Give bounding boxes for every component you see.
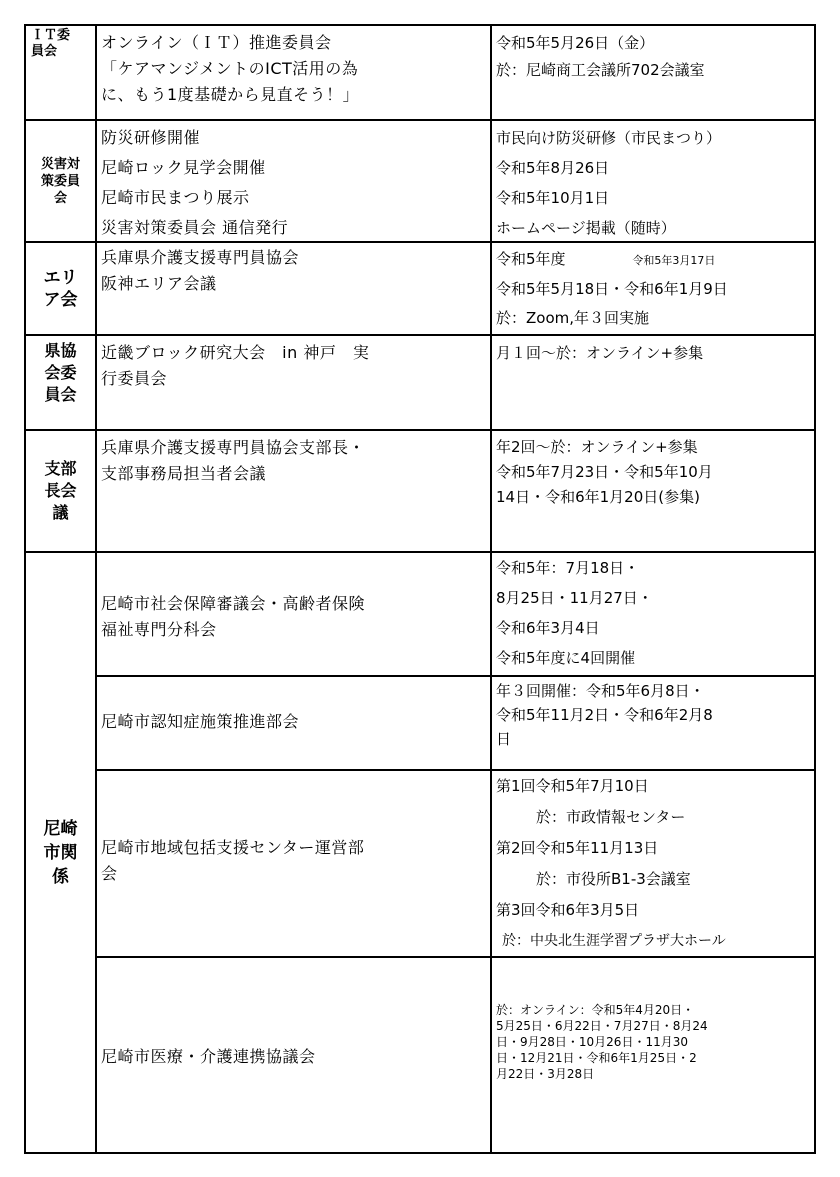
row-items — [101, 245, 483, 297]
detail-text: 於：Zoom,年３回実施 — [496, 309, 650, 327]
row-label: 県協 会委 員会 — [44, 341, 77, 404]
column-divider — [490, 553, 492, 675]
column-divider — [490, 121, 492, 241]
row-items — [101, 591, 483, 643]
detail-text: 日・9月28日・10月26日・11月30 — [496, 1035, 688, 1049]
item-text: 阪神エリア会議 — [101, 274, 217, 293]
column-divider — [95, 336, 97, 429]
detail-text: 令和5年：7月18日・ — [496, 559, 640, 577]
detail-text: 於：尼崎商工会議所702会議室 — [496, 61, 705, 79]
item-text: 防災研修開催 — [101, 128, 201, 147]
subrow-social-security — [95, 553, 814, 677]
row-details — [496, 245, 814, 333]
table-row-it-committee — [26, 26, 814, 121]
subrow-medical-care — [95, 958, 814, 1152]
column-divider — [490, 26, 492, 119]
row-details — [496, 123, 814, 243]
detail-text: 令和5年8月26日 — [496, 159, 610, 177]
detail-text: 第2回令和5年11月13日 — [496, 839, 659, 857]
detail-small: 令和5年3月17日 — [632, 254, 716, 267]
item-text: 「ケアマンジメントのICT活用の為 — [101, 59, 359, 78]
row-items — [101, 835, 483, 887]
item-text: 兵庫県介護支援専門員協会 — [101, 248, 300, 267]
column-divider — [95, 431, 97, 551]
row-label: エリ ア会 — [43, 267, 78, 310]
row-details — [496, 30, 814, 84]
row-items — [101, 709, 483, 735]
item-text: 災害対策委員会 通信発行 — [101, 218, 289, 237]
detail-text: 令和5年5月18日・令和6年1月9日 — [496, 280, 728, 298]
row-details — [496, 553, 814, 673]
row-details — [496, 1002, 814, 1082]
detail-text: 於：中央北生涯学習プラザ大ホール — [502, 933, 726, 949]
item-text: 兵庫県介護支援専門員協会支部長・ — [101, 438, 366, 457]
column-divider — [95, 121, 97, 241]
column-divider — [95, 243, 97, 334]
column-divider — [490, 243, 492, 334]
detail-text: 市民向け防災研修（市民まつり） — [496, 129, 722, 147]
subrow-community-center — [95, 771, 814, 958]
detail-text: 令和5年10月1日 — [496, 189, 610, 207]
detail-text: 令和5年7月23日・令和5年10月 — [496, 463, 713, 481]
detail-text: 月１回～於：オンライン+参集 — [496, 344, 704, 362]
detail-text: 令和5年度に4回開催 — [496, 649, 636, 667]
row-label: 災害対 策委員 会 — [40, 156, 80, 206]
item-text: 行委員会 — [101, 369, 168, 388]
row-items — [101, 435, 483, 487]
row-details — [496, 340, 814, 367]
item-text: 尼崎市認知症施策推進部会 — [101, 712, 300, 731]
detail-text — [496, 245, 814, 275]
item-text: オンライン（ＩＴ）推進委員会 — [101, 33, 332, 52]
row-items — [101, 1044, 483, 1070]
detail-text: 14日・令和6年1月20日(参集) — [496, 488, 700, 506]
row-details — [496, 435, 814, 510]
detail-text: 第1回令和5年7月10日 — [496, 777, 649, 795]
detail-main: 令和5年度 — [496, 250, 566, 268]
row-items — [101, 123, 483, 243]
row-details — [496, 771, 814, 957]
detail-text: 8月25日・11月27日・ — [496, 589, 653, 607]
detail-text: 月22日・3月28日 — [496, 1067, 595, 1081]
column-divider — [490, 431, 492, 551]
table-row-disaster-committee — [26, 121, 814, 243]
detail-text: 於：市政情報センター — [536, 808, 686, 826]
detail-text: 年2回～於：オンライン+参集 — [496, 438, 698, 456]
column-divider — [490, 771, 492, 956]
row-items — [101, 30, 483, 108]
detail-text: 令和6年3月4日 — [496, 619, 600, 637]
detail-text: 令和5年5月26日（金） — [496, 34, 655, 52]
item-text: 尼崎市社会保障審議会・高齢者保険 — [101, 594, 366, 613]
item-text: に、もう1度基礎から見直そう！」 — [101, 85, 360, 104]
detail-text: 於：市役所B1-3会議室 — [536, 870, 691, 888]
item-text: 尼崎市医療・介護連携協議会 — [101, 1047, 316, 1066]
row-label: ＩＴ委 員会 — [31, 28, 71, 59]
column-divider — [490, 336, 492, 429]
item-text: 支部事務局担当者会議 — [101, 464, 267, 483]
schedule-table — [24, 24, 816, 1154]
column-divider — [490, 958, 492, 1152]
item-text: 近畿ブロック研究大会 in 神戸 実 — [101, 343, 370, 362]
table-row-amagasaki — [26, 553, 814, 1152]
item-text: 尼崎市地域包括支援センター運営部 — [101, 838, 365, 857]
table-row-area-meeting — [26, 243, 814, 336]
detail-text: 5月25日・6月22日・7月27日・8月24 — [496, 1019, 708, 1033]
table-row-branch-meeting — [26, 431, 814, 553]
detail-text: ホームページ掲載（随時） — [496, 219, 676, 237]
table-row-prefecture-committee — [26, 336, 814, 431]
row-label: 支部 長会 議 — [44, 459, 77, 522]
row-label: 尼崎 市関 係 — [43, 818, 78, 887]
item-text: 尼崎市民まつり展示 — [101, 188, 250, 207]
row-items — [101, 340, 483, 392]
detail-text: 日・12月21日・令和6年1月25日・2 — [496, 1051, 697, 1065]
item-text: 会 — [101, 864, 118, 883]
detail-text: 令和5年11月2日・令和6年2月8 — [496, 706, 713, 724]
item-text: 福祉専門分科会 — [101, 620, 217, 639]
row-details — [496, 679, 814, 751]
detail-text: 日 — [496, 730, 512, 748]
item-text: 尼崎ロック見学会開催 — [101, 158, 266, 177]
subrow-dementia — [95, 677, 814, 771]
detail-text: 第3回令和6年3月5日 — [496, 901, 640, 919]
detail-text: 年３回開催：令和5年6月8日・ — [496, 682, 705, 700]
column-divider — [490, 677, 492, 769]
detail-text: 於：オンライン：令和5年4月20日・ — [496, 1003, 695, 1017]
